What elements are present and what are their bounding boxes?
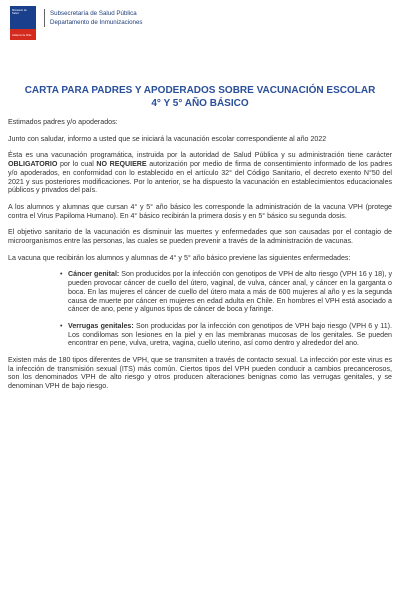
intro-paragraph: Junto con saludar, informo a usted que se iniciará la vacunación escolar correspondiente al año 2022: [8, 134, 327, 143]
letter-title: [0, 84, 400, 110]
ministry-logo: [10, 6, 36, 40]
org-line-2: Departamento de Inmunizaciones: [50, 19, 143, 26]
disease-description: Son producidas por la infección con genotipos de VPH bajo riesgo (VPH 6 y 11). Los condilomas son lesiones en la piel y en las membranas mucosas de los genitales. Se pueden encontrar en pene, vulva, uretra, vagina, cuello uterino, así como dentro y alrededor del ano.: [68, 321, 392, 348]
vaccine-dose-paragraph: A los alumnos y alumnas que cursan 4° y 5° año básico les corresponde la administración de la vacuna VPH (protege contra el Virus Papiloma Humano). En 4° básico recibirán la primera dosis y en 5° básico su segunda dosis.: [8, 202, 392, 220]
list-item: [8, 322, 392, 348]
title-line-1: CARTA PARA PADRES Y APODERADOS SOBRE VACUNACIÓN ESCOLAR: [24, 85, 376, 96]
mandatory-text-a: Ésta es una vacunación programática, instruida por la autoridad de Salud Pública y su administración tiene carácter: [8, 151, 392, 160]
bullet-icon: •: [60, 321, 63, 330]
mandatory-text-c: autorización por medio de firma de consentimiento informado de los padres y/o apoderados, en conformidad con lo establecido en el artículo 32° del Código Sanitario, el decreto exento N°50 del 2021 y sus posteriores modificaciones. Por lo anterior, se ha dispuesto la vacunación en establecimientos educacionales públicos y privados del país.: [8, 160, 392, 195]
organization-name: [44, 9, 143, 27]
transmission-paragraph: Existen más de 180 tipos diferentes de VPH, que se transmiten a través de contacto sexual. La infección por este virus es la infección de transmisión sexual (ITS) más común. Ciertos tipos del VPH pueden conducir a cambios precancerosos, son los denominados VPH de alto riesgo y otros producen alteraciones benignas como las verrugas genitales, y se denominan VPH de bajo riesgo.: [8, 356, 392, 391]
logo-subtext: Gobierno de Chile: [12, 34, 32, 38]
greeting: Estimados padres y/o apoderados:: [8, 118, 118, 126]
letterhead: [10, 6, 143, 40]
diseases-intro-paragraph: La vacuna que recibirán los alumnos y alumnas de 4° y 5° año básico previene las siguientes enfermedades:: [8, 253, 351, 262]
disease-term: Verrugas genitales:: [68, 321, 134, 330]
letter-body: [8, 118, 392, 391]
mandatory-paragraph: [8, 151, 392, 195]
list-item: [8, 270, 392, 314]
mandatory-bold-no-requiere: NO REQUIERE: [96, 160, 147, 169]
disease-description: Son producidos por la infección con genotipos de VPH de alto riesgo (VPH 16 y 18), y pueden provocar cáncer de cuello del útero, vaginal, de vulva, cáncer anal, y cáncer en la garganta o boca. En las mujeres el cáncer de cuello del útero mata a más de 600 mujeres al año y es la segunda causa de muerte por cáncer en mujeres en edad adulta en Chile. En hombres el VPH está asociado a cáncer de ano, pene y algunos tipos de cáncer de boca y faringe.: [68, 270, 393, 314]
title-line-2: 4° Y 5° AÑO BÁSICO: [151, 98, 249, 109]
disease-term: Cáncer genital:: [68, 270, 120, 279]
logo-text: Ministerio de Salud: [12, 9, 27, 15]
mandatory-bold-obligatorio: OBLIGATORIO: [8, 160, 58, 169]
bullet-icon: •: [60, 270, 63, 279]
mandatory-text-b: por lo cual: [57, 160, 97, 169]
disease-list: [8, 270, 392, 348]
objective-paragraph: El objetivo sanitario de la vacunación es disminuir las muertes y enfermedades que son causadas por el contagio de microorganismos entre las personas, las cuales se pueden prevenir a través de la administración de vacunas.: [8, 228, 392, 246]
org-line-1: Subsecretaría de Salud Pública: [50, 10, 137, 17]
